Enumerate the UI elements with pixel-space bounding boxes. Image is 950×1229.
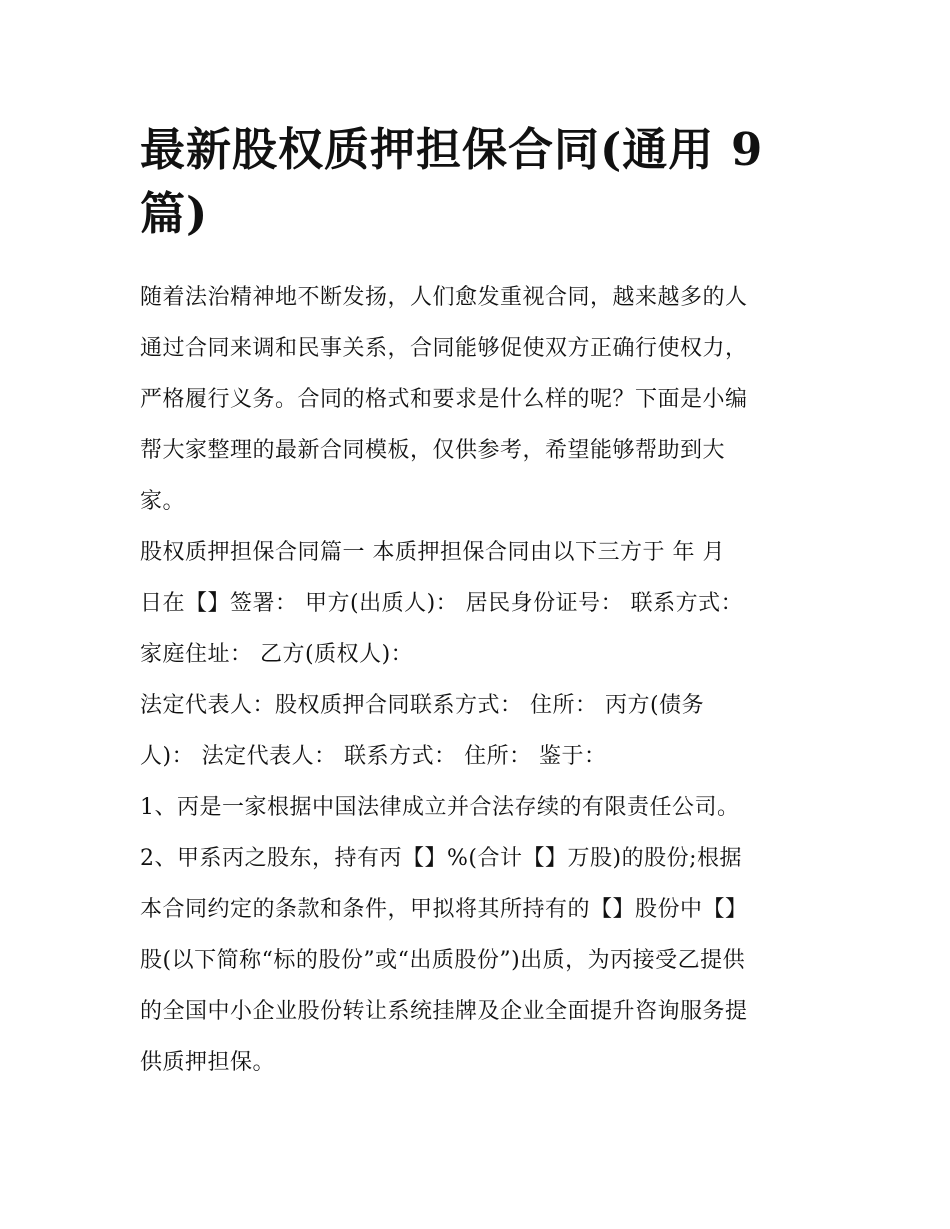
text-line: 通过合同来调和民事关系，合同能够促使双方正确行使权力， [140,336,748,361]
text-line: 严格履行义务。合同的格式和要求是什么样的呢？下面是小编 [140,387,748,412]
text-line: 的全国中小企业股份转让系统挂牌及企业全面提升咨询服务提 [140,999,748,1024]
text-line: 1、丙是一家根据中国法律成立并合法存续的有限责任公司。 [140,795,740,820]
text-line: 帮大家整理的最新合同模板，仅供参考，希望能够帮助到大 [140,438,726,463]
debtor-paragraph [140,680,820,782]
text-line: 供质押担保。 [140,1050,276,1075]
document-page [140,118,820,1088]
text-line: 本合同约定的条款和条件，甲拟将其所持有的【】股份中【】 [140,897,748,922]
text-line: 随着法治精神地不断发扬，人们愈发重视合同，越来越多的人 [140,285,748,310]
clause-2-paragraph [140,833,820,1088]
text-line: 家。 [140,489,186,514]
title-line: 篇) [140,187,209,240]
text-line: 人)： 法定代表人： 联系方式： 住所： 鉴于： [140,744,607,769]
text-line: 股(以下简称“标的股份”或“出质股份”)出质，为丙接受乙提供 [140,948,746,973]
text-line: 2、甲系丙之股东，持有丙【】%(合计【】万股)的股份;根据 [140,846,742,871]
title-line: 最新股权质押担保合同(通用 9 [140,123,764,176]
document-title [140,118,820,246]
text-line: 法定代表人：股权质押合同联系方式： 住所： 丙方(债务 [140,693,705,718]
text-line: 家庭住址： 乙方(质权人)： [140,642,414,667]
intro-paragraph [140,272,820,527]
text-line: 日在【】签署： 甲方(出质人)： 居民身份证号： 联系方式： [140,591,744,616]
text-line: 股权质押担保合同篇一 本质押担保合同由以下三方于 年 月 [140,540,725,565]
contract-parties-paragraph [140,527,820,680]
clause-1-paragraph [140,782,820,833]
